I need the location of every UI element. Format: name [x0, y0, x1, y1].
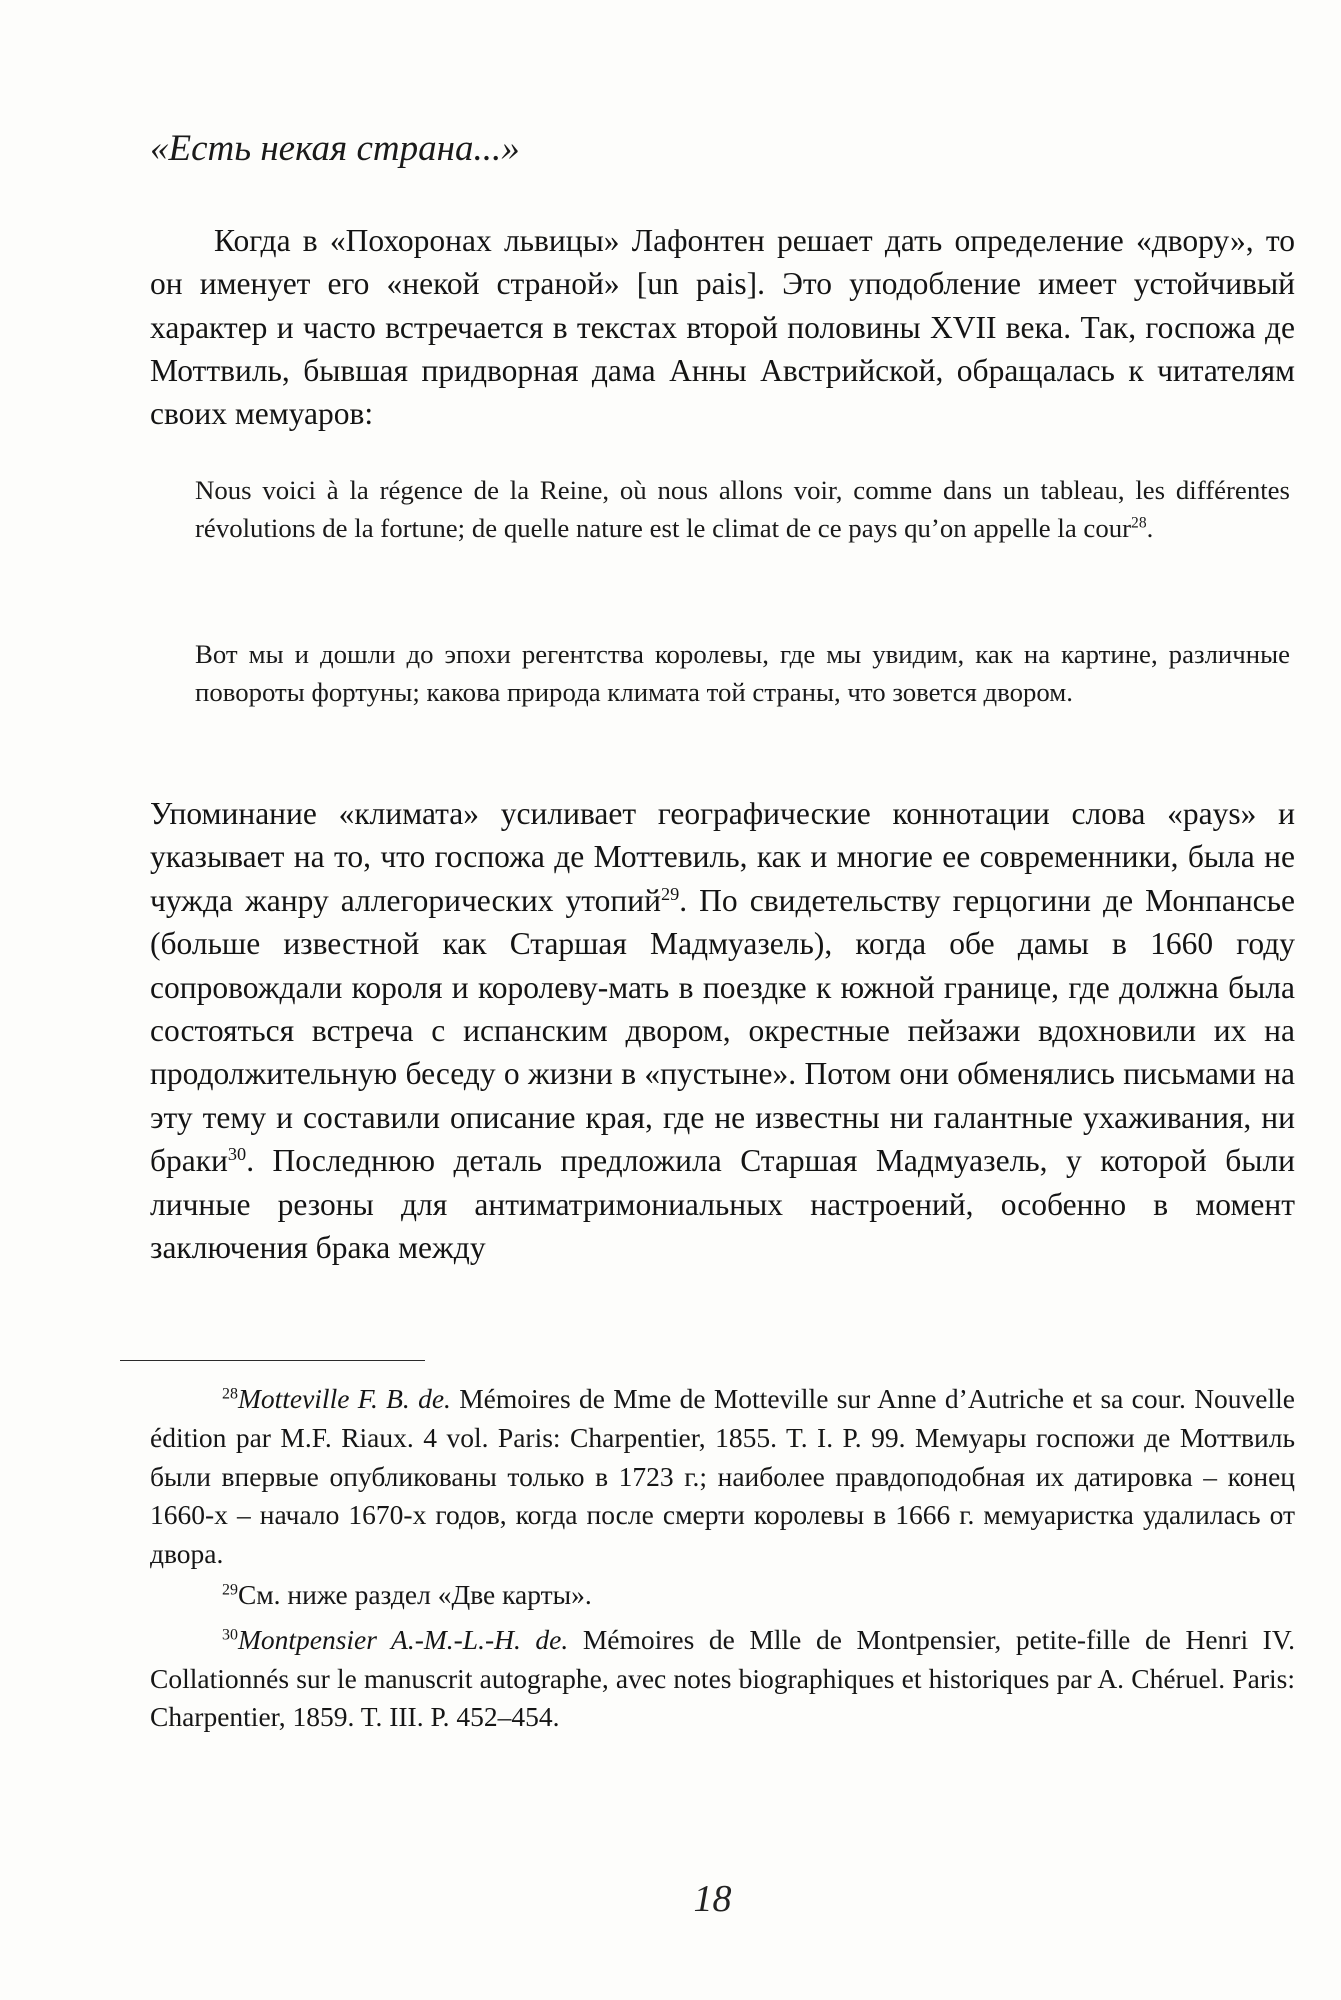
footnote-29 [150, 1576, 1295, 1615]
body-paragraph-main [150, 792, 1295, 1269]
body-paragraph-main-text-2: . По свидетельству герцогини де Монпансье (больше известной как Старшая Мадмуазель), когда обе дамы в 1660 году сопровождали короля и королеву-мать в поездке к южной границе, где должна была состояться встреча с испанским двором, окрестные пейзажи вдохновили их на продолжительную беседу о жизни в «пустыне». Потом они обменялись письмами на эту тему и составили описание края, где не известны ни галантные ухаживания, ни браки [150, 882, 1295, 1179]
block-quote-french-text: Nous voici à la régence de la Reine, où nous allons voir, comme dans un tableau, les différentes révolutions de la fortune; de quelle nature est le climat de ce pays qu’on appelle la cour [195, 475, 1290, 543]
footnote-number-28: 28 [222, 1385, 238, 1403]
body-paragraph-main-text-3: . Последнюю деталь предложила Старшая Мадмуазель, у которой были личные резоны для антиматримониальных настроений, особенно в момент заключения брака между [150, 1143, 1295, 1266]
footnote-28 [150, 1380, 1295, 1574]
block-quote-french [195, 472, 1290, 547]
footnote-number-29: 29 [222, 1581, 238, 1599]
body-paragraph-main-text-1: Упоминание «климата» усиливает географические коннотации слова «pays» и указывает на то, что госпожа де Моттевиль, как и многие ее современники, была не чужда жанру аллегорических утопий [150, 796, 1295, 918]
body-paragraph-intro-text: Когда в «Похоронах львицы» Лафонтен решает дать определение «двору», то он именует его «некой страной» [un pais]. Это уподобление имеет устойчивый характер и часто встречается в текстах второй половины XVII века. Так, госпожа де Моттвиль, бывшая придворная дама Анны Австрийской, обращалась к читателям своих мемуаров: [150, 223, 1295, 432]
footnotes [150, 1380, 1295, 1737]
footnote-29-text: См. ниже раздел «Две карты». [237, 1578, 592, 1610]
footnote-number-30: 30 [222, 1626, 238, 1644]
section-title: «Есть некая страна...» [150, 128, 520, 169]
page-number: 18 [693, 1878, 732, 1920]
block-quote-russian: Вот мы и дошли до эпохи регентства королевы, где мы увидим, как на картине, различные повороты фортуны; какова природа климата той страны, что зовется двором. [195, 639, 1290, 707]
footnote-30-author: Montpensier A.-M.-L.-H. de. [237, 1623, 569, 1655]
footnote-30-text: Mémoires de Mlle de Montpensier, petite-fille de Henri IV. Collationnés sur le manuscrit autographe, avec notes biographiques et historiques par A. Chéruel. Paris: Charpentier, 1859. T. III. P. 452–454. [150, 1623, 1296, 1733]
footnote-ref-30[interactable]: 30 [227, 1144, 247, 1165]
footnote-ref-29[interactable]: 29 [660, 883, 680, 904]
footnote-separator [120, 1360, 425, 1361]
footnote-30 [150, 1621, 1295, 1737]
footnote-28-text: Mémoires de Mme de Motteville sur Anne d’Autriche et sa cour. Nouvelle édition par M.F. Riaux. 4 vol. Paris: Charpentier, 1855. T. I. P. 99. Мемуары госпожи де Моттвиль были впервые опубликованы только в 1723 г.; наиболее правдоподобная их датировка – конец 1660-х – начало 1670-х годов, когда после смерти королевы в 1666 г. мемуаристка удалилась от двора. [150, 1383, 1295, 1570]
footnote-28-author: Motteville F. B. de. [237, 1383, 451, 1414]
block-quote-french-end: . [1146, 512, 1154, 543]
body-paragraph-intro [150, 219, 1295, 435]
footnote-ref-28[interactable]: 28 [1131, 514, 1147, 532]
